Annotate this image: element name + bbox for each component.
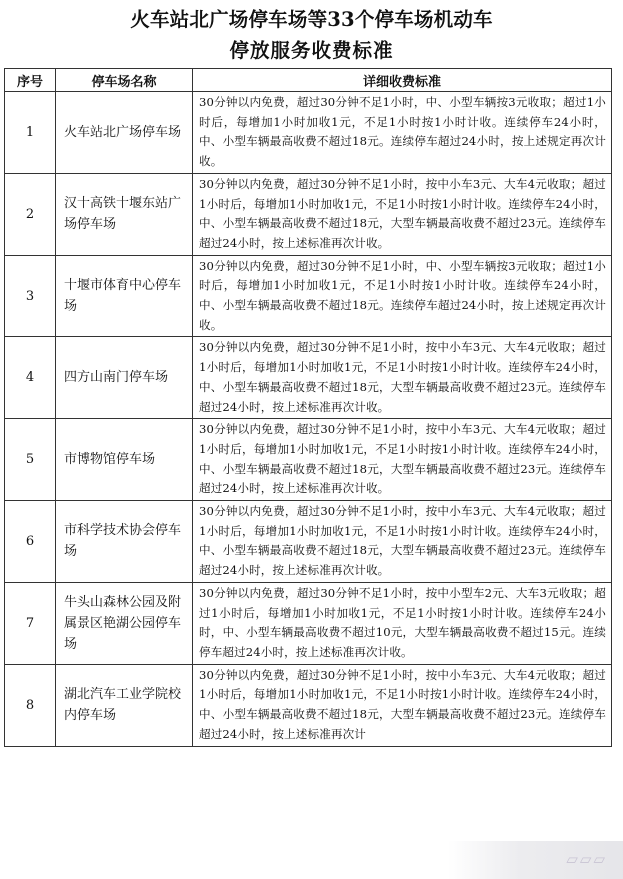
row-name: 湖北汽车工业学院校内停车场 xyxy=(56,664,193,746)
row-no: 7 xyxy=(5,582,56,664)
header-name: 停车场名称 xyxy=(56,69,193,92)
row-detail: 30分钟以内免费，超过30分钟不足1小时，按中小车3元、大车4元收取；超过1小时后，每增加1小时加收1元，不足1小时按1小时计收。连续停车24小时，中、小型车辆最高收费不超过18元，大型车辆最高收费不超过23元。连续停车超过24小时，按上述标准再次计收。 xyxy=(193,501,612,583)
row-detail: 30分钟以内免费，超过30分钟不足1小时，中、小型车辆按3元收取；超过1小时后，每增加1小时加收1元，不足1小时按1小时计收。连续停车24小时，中、小型车辆最高收费不超过18元。连续停车超过24小时，按上述规定再次计收。 xyxy=(193,255,612,337)
row-name: 汉十高铁十堰东站广场停车场 xyxy=(56,173,193,255)
table-row xyxy=(5,501,612,583)
document-title: 火车站北广场停车场等33个停车场机动车 xyxy=(130,8,493,31)
table-header-row xyxy=(5,69,612,92)
row-name: 市博物馆停车场 xyxy=(56,419,193,501)
table-row xyxy=(5,255,612,337)
table-row xyxy=(5,582,612,664)
row-no: 8 xyxy=(5,664,56,746)
document-subtitle: 停放服务收费标准 xyxy=(229,39,394,62)
row-detail: 30分钟以内免费，超过30分钟不足1小时，按中小车3元、大车4元收取；超过1小时后，每增加1小时加收1元，不足1小时按1小时计收。连续停车24小时，中、小型车辆最高收费不超过18元，大型车辆最高收费不超过23元。连续停车超过24小时，按上述标准再次计 xyxy=(193,664,612,746)
row-no: 4 xyxy=(5,337,56,419)
row-detail: 30分钟以内免费，超过30分钟不足1小时，按中小车3元、大车4元收取；超过1小时后，每增加1小时加收1元，不足1小时按1小时计收。连续停车24小时，中、小型车辆最高收费不超过18元，大型车辆最高收费不超过23元。连续停车超过24小时，按上述标准再次计收。 xyxy=(193,419,612,501)
watermark-overlay xyxy=(448,841,623,879)
row-no: 5 xyxy=(5,419,56,501)
row-no: 2 xyxy=(5,173,56,255)
table-row xyxy=(5,337,612,419)
row-name: 四方山南门停车场 xyxy=(56,337,193,419)
table-row xyxy=(5,173,612,255)
fee-table xyxy=(4,68,612,747)
table-row xyxy=(5,664,612,746)
row-detail: 30分钟以内免费，超过30分钟不足1小时，按中小车3元、大车4元收取；超过1小时后，每增加1小时加收1元，不足1小时按1小时计收。连续停车24小时，中、小型车辆最高收费不超过18元，大型车辆最高收费不超过23元。连续停车超过24小时，按上述标准再次计收。 xyxy=(193,173,612,255)
row-detail: 30分钟以内免费，超过30分钟不足1小时，按中小型车2元、大车3元收取；超过1小时后，每增加1小时加收1元，不足1小时按1小时计收。连续停车24小时，中、小型车辆最高收费不超过10元，大型车辆最高收费不超过15元。连续停车超过24小时，按上述标准再次计收。 xyxy=(193,582,612,664)
row-no: 3 xyxy=(5,255,56,337)
row-no: 6 xyxy=(5,501,56,583)
row-no: 1 xyxy=(5,92,56,174)
watermark-glyphs: ▱▱▱ xyxy=(566,850,607,868)
table-row xyxy=(5,92,612,174)
row-detail: 30分钟以内免费，超过30分钟不足1小时，中、小型车辆按3元收取；超过1小时后，每增加1小时加收1元，不足1小时按1小时计收。连续停车24小时，中、小型车辆最高收费不超过18元。连续停车超过24小时，按上述规定再次计收。 xyxy=(193,92,612,174)
row-name: 十堰市体育中心停车场 xyxy=(56,255,193,337)
table-row xyxy=(5,419,612,501)
row-detail: 30分钟以内免费，超过30分钟不足1小时，按中小车3元、大车4元收取；超过1小时后，每增加1小时加收1元，不足1小时按1小时计收。连续停车24小时，中、小型车辆最高收费不超过18元，大型车辆最高收费不超过23元。连续停车超过24小时，按上述标准再次计收。 xyxy=(193,337,612,419)
header-detail: 详细收费标准 xyxy=(193,69,612,92)
header-no: 序号 xyxy=(5,69,56,92)
row-name: 火车站北广场停车场 xyxy=(56,92,193,174)
row-name: 市科学技术协会停车场 xyxy=(56,501,193,583)
row-name: 牛头山森林公园及附属景区艳湖公园停车场 xyxy=(56,582,193,664)
